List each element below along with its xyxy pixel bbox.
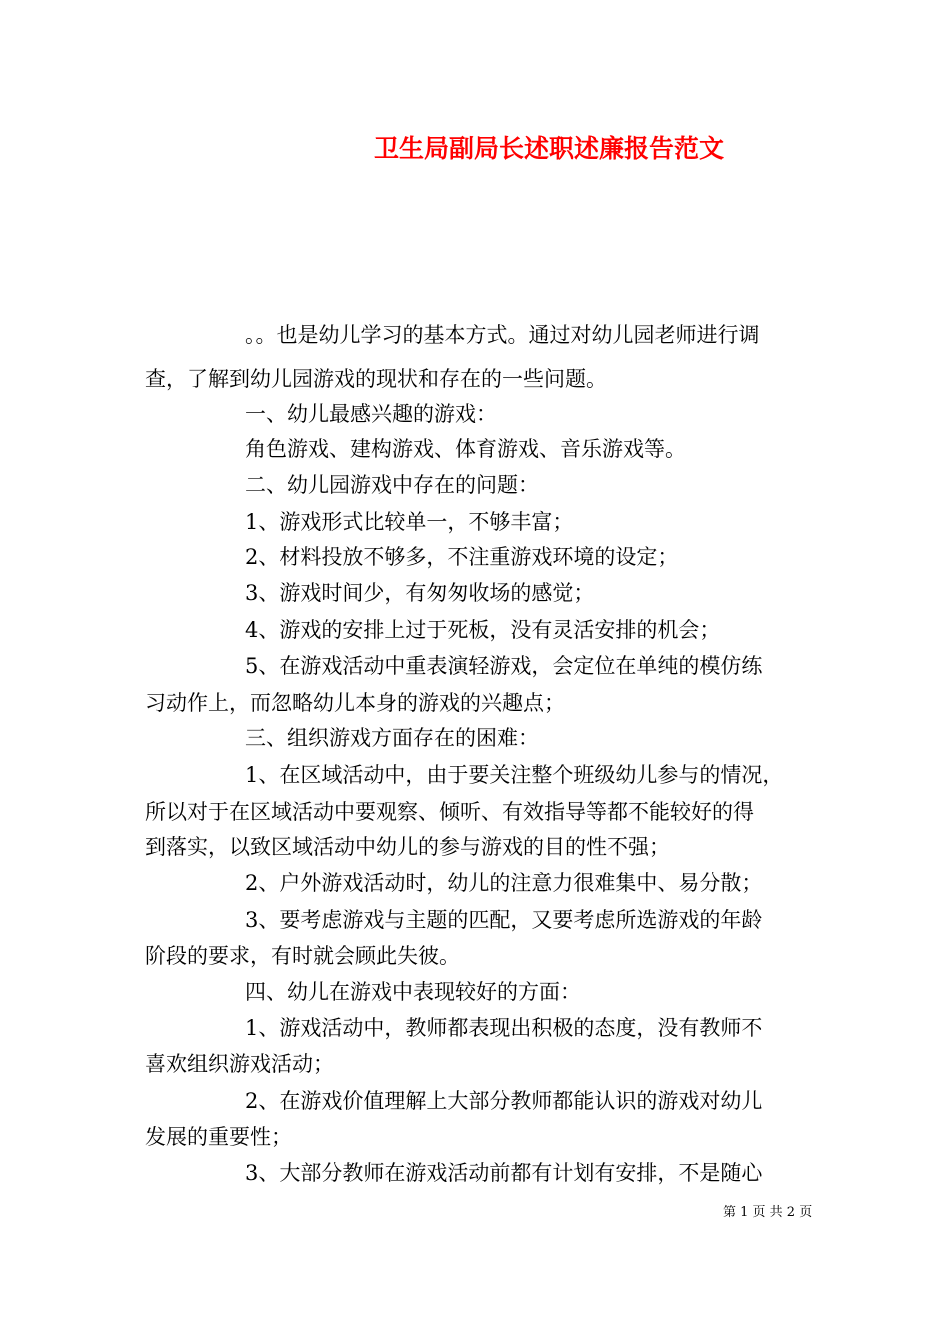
- list-item: 1、游戏形式比较单一，不够丰富；: [245, 510, 574, 534]
- list-item: 1、在区域活动中，由于要关注整个班级幼儿参与的情况，: [245, 763, 784, 787]
- page-number: 第 1 页 共 2 页: [723, 1205, 813, 1220]
- paragraph-line: 喜欢组织游戏活动；: [145, 1052, 334, 1076]
- section-heading: 三、组织游戏方面存在的困难：: [245, 726, 539, 750]
- paragraph-line: 角色游戏、建构游戏、体育游戏、音乐游戏等。: [245, 437, 686, 461]
- document-title: 卫生局副局长述职述廉报告范文: [374, 134, 725, 163]
- list-item: 3、要考虑游戏与主题的匹配，又要考虑所选游戏的年龄: [245, 908, 763, 932]
- list-item: 2、在游戏价值理解上大部分教师都能认识的游戏对幼儿: [245, 1089, 763, 1113]
- list-item: 2、户外游戏活动时，幼儿的注意力很难集中、易分散；: [245, 871, 763, 895]
- section-heading: 一、幼儿最感兴趣的游戏：: [245, 402, 497, 426]
- list-item: 3、大部分教师在游戏活动前都有计划有安排，不是随心: [245, 1161, 763, 1185]
- list-item: 1、游戏活动中，教师都表现出积极的态度，没有教师不: [245, 1016, 763, 1040]
- list-item: 4、游戏的安排上过于死板，没有灵活安排的机会；: [245, 618, 721, 642]
- paragraph-line: 。。也是幼儿学习的基本方式。通过对幼儿园老师进行调: [245, 323, 760, 347]
- list-item: 5、在游戏活动中重表演轻游戏，会定位在单纯的模仿练: [245, 654, 763, 678]
- paragraph-line: 查，了解到幼儿园游戏的现状和存在的一些问题。: [145, 367, 607, 391]
- paragraph-line: 所以对于在区域活动中要观察、倾听、有效指导等都不能较好的得: [145, 800, 754, 824]
- section-heading: 二、幼儿园游戏中存在的问题：: [245, 473, 539, 497]
- list-item: 3、游戏时间少，有匆匆收场的感觉；: [245, 581, 595, 605]
- paragraph-line: 发展的重要性；: [145, 1125, 292, 1149]
- paragraph-line: 阶段的要求，有时就会顾此失彼。: [145, 944, 460, 968]
- paragraph-line: 到落实，以致区域活动中幼儿的参与游戏的目的性不强；: [145, 835, 670, 859]
- list-item: 2、材料投放不够多，不注重游戏环境的设定；: [245, 545, 679, 569]
- section-heading: 四、幼儿在游戏中表现较好的方面：: [245, 980, 581, 1004]
- paragraph-line: 习动作上，而忽略幼儿本身的游戏的兴趣点；: [145, 691, 565, 715]
